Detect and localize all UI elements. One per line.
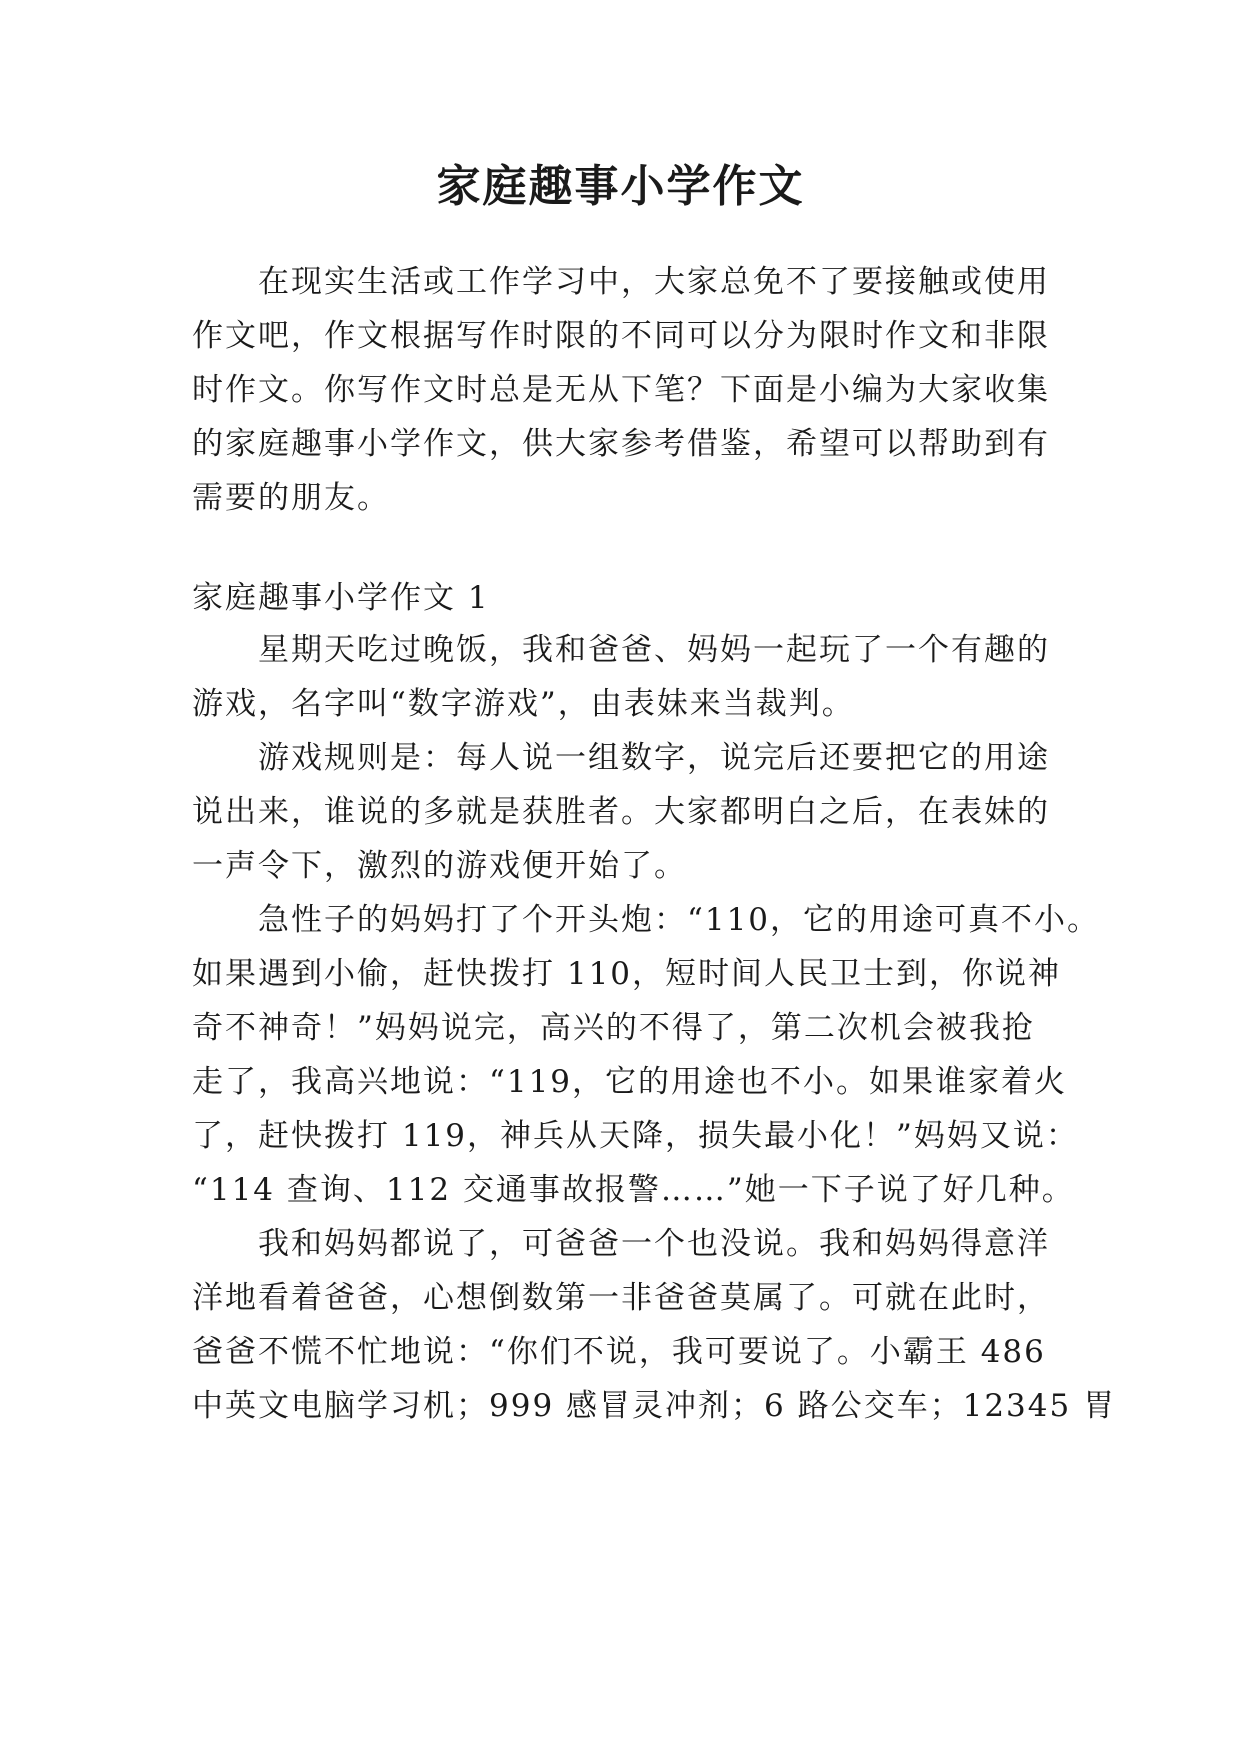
intro-line: 需要的朋友。 bbox=[192, 480, 390, 516]
intro-line: 时作文。你写作文时总是无从下笔？下面是小编为大家收集 bbox=[192, 372, 1050, 408]
body-line: 游戏，名字叫“数字游戏”，由表妹来当裁判。 bbox=[192, 686, 855, 722]
body-line: 急性子的妈妈打了个开头炮：“110，它的用途可真不小。 bbox=[258, 902, 1101, 938]
body-line: 星期天吃过晚饭，我和爸爸、妈妈一起玩了一个有趣的 bbox=[258, 632, 1050, 668]
document-title: 家庭趣事小学作文 bbox=[436, 161, 805, 212]
body-line: 如果遇到小偷，赶快拨打 110，短时间人民卫士到，你说神 bbox=[192, 956, 1062, 992]
body-line: 了，赶快拨打 119，神兵从天降，损失最小化！”妈妈又说： bbox=[192, 1118, 1079, 1154]
section-heading: 家庭趣事小学作文 1 bbox=[192, 580, 490, 616]
body-line: 走了，我高兴地说：“119，它的用途也不小。如果谁家着火 bbox=[192, 1064, 1068, 1100]
intro-line: 作文吧，作文根据写作时限的不同可以分为限时作文和非限 bbox=[192, 318, 1050, 354]
intro-line: 在现实生活或工作学习中，大家总免不了要接触或使用 bbox=[258, 264, 1050, 300]
body-line: 中英文电脑学习机；999 感冒灵冲剂；6 路公交车；12345 胃 bbox=[192, 1388, 1117, 1424]
body-line: 爸爸不慌不忙地说：“你们不说，我可要说了。小霸王 486 bbox=[192, 1334, 1046, 1370]
intro-line: 的家庭趣事小学作文，供大家参考借鉴，希望可以帮助到有 bbox=[192, 426, 1050, 462]
body-line: 奇不神奇！”妈妈说完，高兴的不得了，第二次机会被我抢 bbox=[192, 1010, 1035, 1046]
body-line: 一声令下，激烈的游戏便开始了。 bbox=[192, 848, 687, 884]
body-line: 说出来，谁说的多就是获胜者。大家都明白之后，在表妹的 bbox=[192, 794, 1050, 830]
body-line: 我和妈妈都说了，可爸爸一个也没说。我和妈妈得意洋 bbox=[258, 1226, 1050, 1262]
body-line: 游戏规则是：每人说一组数字，说完后还要把它的用途 bbox=[258, 740, 1050, 776]
body-line: 洋地看着爸爸，心想倒数第一非爸爸莫属了。可就在此时， bbox=[192, 1280, 1050, 1316]
body-line: “114 查询、112 交通事故报警……”她一下子说了好几种。 bbox=[192, 1172, 1075, 1208]
